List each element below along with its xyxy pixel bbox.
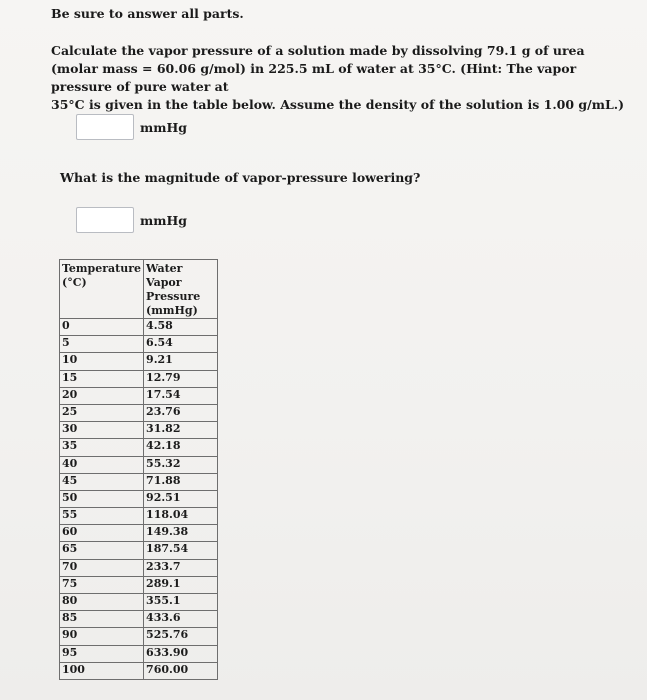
vapor-pressure-table (59, 259, 218, 680)
pressure-cell: 433.6 (144, 611, 218, 628)
question-text (51, 42, 631, 114)
table-header-row (60, 260, 218, 319)
pressure-cell: 149.38 (144, 525, 218, 542)
temperature-cell: 100 (60, 662, 144, 679)
table-row (60, 336, 218, 353)
pressure-cell: 233.7 (144, 559, 218, 576)
table-row (60, 319, 218, 336)
temperature-cell: 40 (60, 456, 144, 473)
instruction-text: Be sure to answer all parts. (51, 6, 244, 21)
pressure-cell: 92.51 (144, 490, 218, 507)
header-temperature: Temperature (°C) (60, 260, 144, 319)
temperature-cell: 5 (60, 336, 144, 353)
temperature-cell: 25 (60, 404, 144, 421)
answer-row-pressure-lowering (76, 207, 187, 233)
pressure-lowering-input[interactable] (76, 207, 134, 233)
table-row (60, 490, 218, 507)
table-row (60, 576, 218, 593)
temperature-cell: 20 (60, 387, 144, 404)
table-row (60, 387, 218, 404)
pressure-cell: 55.32 (144, 456, 218, 473)
temperature-cell: 95 (60, 645, 144, 662)
temperature-cell: 15 (60, 370, 144, 387)
table-row (60, 456, 218, 473)
pressure-cell: 289.1 (144, 576, 218, 593)
pressure-cell: 525.76 (144, 628, 218, 645)
pressure-lowering-unit: mmHg (140, 212, 188, 228)
header-pressure: Water Vapor Pressure (mmHg) (144, 260, 218, 319)
temperature-cell: 70 (60, 559, 144, 576)
pressure-cell: 71.88 (144, 473, 218, 490)
temperature-cell: 45 (60, 473, 144, 490)
pressure-cell: 42.18 (144, 439, 218, 456)
temperature-cell: 85 (60, 611, 144, 628)
pressure-cell: 23.76 (144, 404, 218, 421)
table-row (60, 370, 218, 387)
temperature-cell: 80 (60, 594, 144, 611)
table-body (60, 319, 218, 680)
table-row (60, 353, 218, 370)
temperature-cell: 10 (60, 353, 144, 370)
temperature-cell: 30 (60, 422, 144, 439)
pressure-cell: 4.58 (144, 319, 218, 336)
pressure-cell: 17.54 (144, 387, 218, 404)
question-2-text: What is the magnitude of vapor-pressure lowering? (60, 170, 421, 185)
temperature-cell: 90 (60, 628, 144, 645)
temperature-cell: 0 (60, 319, 144, 336)
temperature-cell: 55 (60, 508, 144, 525)
pressure-cell: 12.79 (144, 370, 218, 387)
temperature-cell: 65 (60, 542, 144, 559)
question-line-2: (molar mass = 60.06 g/mol) in 225.5 mL of water at 35°C. (Hint: The vapor pressure of pure water at (51, 61, 577, 94)
pressure-cell: 355.1 (144, 594, 218, 611)
table-row (60, 473, 218, 490)
vapor-pressure-unit: mmHg (140, 119, 188, 135)
temperature-cell: 35 (60, 439, 144, 456)
pressure-cell: 118.04 (144, 508, 218, 525)
table-row (60, 559, 218, 576)
temperature-cell: 50 (60, 490, 144, 507)
table-row (60, 645, 218, 662)
table-row (60, 404, 218, 421)
question-line-3: 35°C is given in the table below. Assume the density of the solution is 1.00 g/mL.) (51, 97, 625, 112)
table-row (60, 422, 218, 439)
pressure-cell: 9.21 (144, 353, 218, 370)
table-row (60, 508, 218, 525)
answer-row-vapor-pressure (76, 114, 187, 140)
pressure-cell: 760.00 (144, 662, 218, 679)
table-row (60, 628, 218, 645)
table-row (60, 542, 218, 559)
temperature-cell: 75 (60, 576, 144, 593)
table-row (60, 662, 218, 679)
pressure-cell: 6.54 (144, 336, 218, 353)
pressure-cell: 31.82 (144, 422, 218, 439)
question-line-1: Calculate the vapor pressure of a solution made by dissolving 79.1 g of urea (51, 43, 585, 58)
table-row (60, 594, 218, 611)
vapor-pressure-input[interactable] (76, 114, 134, 140)
table-row (60, 439, 218, 456)
pressure-cell: 633.90 (144, 645, 218, 662)
pressure-cell: 187.54 (144, 542, 218, 559)
temperature-cell: 60 (60, 525, 144, 542)
table-row (60, 525, 218, 542)
table-row (60, 611, 218, 628)
